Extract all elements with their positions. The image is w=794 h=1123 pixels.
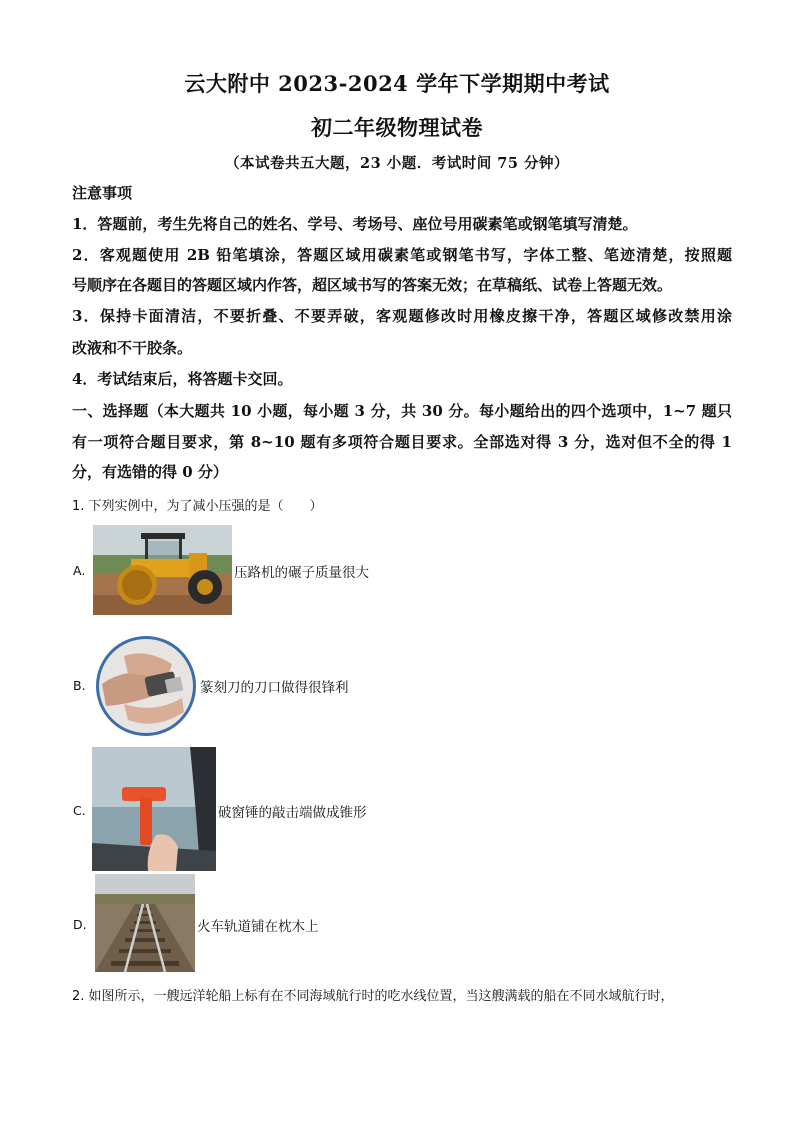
option-d-letter: D. (73, 917, 87, 932)
safety-hammer-photo (92, 747, 216, 871)
question-2-stem: 2. 如图所示，一艘远洋轮船上标有在不同海域航行时的吃水线位置，当这艘满载的船在不同水域航行时， (72, 989, 674, 1004)
option-c-letter: C. (73, 803, 86, 818)
exam-subtitle: 初二年级物理试卷 (311, 115, 483, 140)
question-1-stem: 1. 下列实例中，为了减小压强的是（ ） (72, 499, 323, 514)
option-c-text: 破窗锤的敲击端做成锥形 (218, 805, 367, 821)
section-1-line-3: 分，有选错的得 0 分） (72, 463, 228, 481)
railway-track-photo (95, 874, 195, 972)
exam-title: 云大附中 2023-2024 学年下学期期中考试 (184, 71, 610, 96)
section-1-line-1: 一、选择题（本大题共 10 小题，每小题 3 分，共 30 分。每小题给出的四个选项中，1~7 题只 (72, 402, 732, 420)
notice-item-2-line-2: 号顺序在各题目的答题区域内作答，超区域书写的答案无效；在草稿纸、试卷上答题无效。 (72, 276, 673, 294)
notice-item-1: 1．答题前，考生先将自己的姓名、学号、考场号、座位号用碳素笔或钢笔填写清楚。 (72, 215, 638, 233)
exam-info: （本试卷共五大题，23 小题．考试时间 75 分钟） (225, 155, 569, 172)
road-roller-photo (93, 525, 232, 615)
section-1-line-2: 有一项符合题目要求，第 8~10 题有多项符合题目要求。全部选对得 3 分，选对但不全的得 1 (72, 433, 732, 451)
option-d-text: 火车轨道铺在枕木上 (197, 919, 319, 935)
notice-heading: 注意事项 (72, 184, 133, 202)
notice-item-4: 4．考试结束后，将答题卡交回。 (72, 370, 293, 388)
notice-item-3-line-2: 改液和不干胶条。 (72, 339, 193, 357)
option-b-letter: B. (73, 678, 86, 693)
option-a-text: 压路机的碾子质量很大 (234, 565, 369, 581)
carving-knife-photo (94, 634, 198, 738)
notice-item-2-line-1: 2．客观题使用 2B 铅笔填涂，答题区域用碳素笔或钢笔书写，字体工整、笔迹清楚，按照题 (72, 246, 732, 264)
option-a-letter: A. (73, 563, 86, 578)
notice-item-3-line-1: 3．保持卡面清洁，不要折叠、不要弄破，客观题修改时用橡皮擦干净，答题区域修改禁用涂 (72, 307, 732, 325)
option-b-text: 篆刻刀的刀口做得很锋利 (200, 680, 349, 696)
